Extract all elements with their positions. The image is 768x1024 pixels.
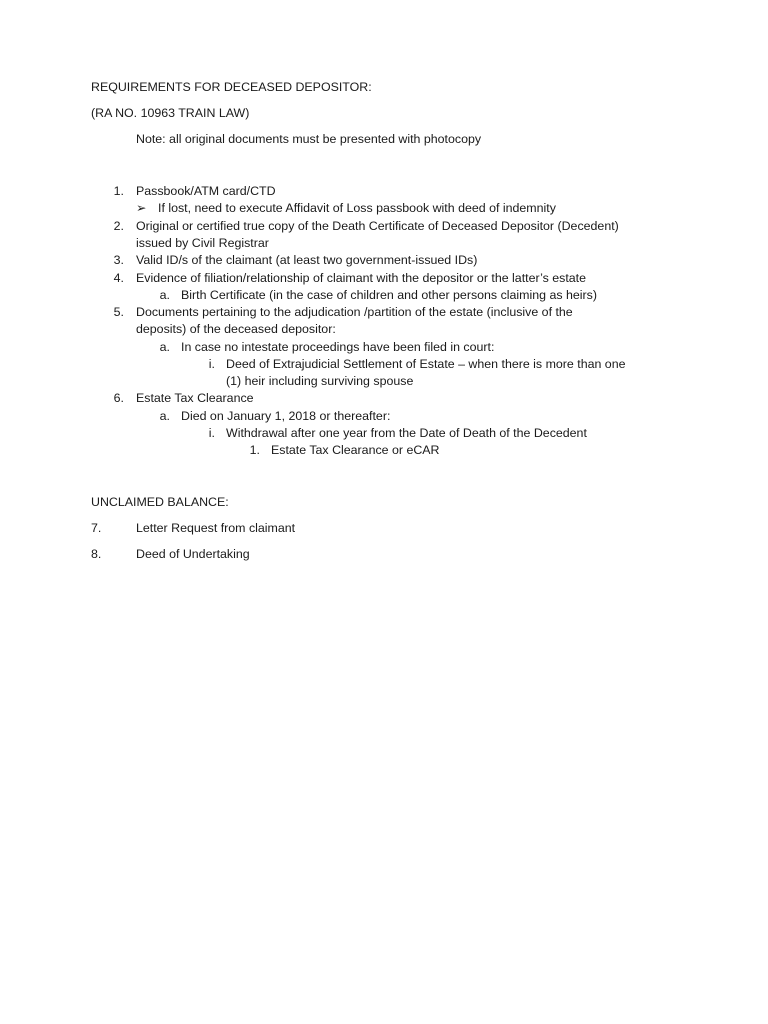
sub-sub-item-text: Deed of Extrajudicial Settlement of Estate – when there is more than one [226, 357, 626, 371]
law-reference: (RA NO. 10963 TRAIN LAW) [91, 106, 250, 120]
item-number: 3. [113, 253, 124, 267]
item-number: 4. [113, 271, 124, 285]
sub-item-letter: a. [159, 340, 170, 354]
sub-item-letter: a. [159, 288, 170, 302]
item-number: 1. [113, 184, 124, 198]
arrow-bullet-icon: ➢ [136, 201, 147, 215]
sub-sub-item-roman: i. [208, 426, 215, 440]
item-text: Estate Tax Clearance [136, 391, 254, 405]
item-text-cont: issued by Civil Registrar [136, 236, 269, 250]
item-text: Documents pertaining to the adjudication /partition of the estate (inclusive of the [136, 305, 573, 319]
item-text: Valid ID/s of the claimant (at least two government-issued IDs) [136, 253, 478, 267]
item-text: Letter Request from claimant [136, 521, 296, 535]
item-number: 2. [113, 219, 124, 233]
unclaimed-heading: UNCLAIMED BALANCE: [91, 495, 229, 509]
sub-sub-item-roman: i. [208, 357, 215, 371]
sub-sub-sub-item-text: Estate Tax Clearance or eCAR [271, 443, 440, 457]
item-text: Passbook/ATM card/CTD [136, 184, 276, 198]
sub-sub-item-text-cont: (1) heir including surviving spouse [226, 374, 414, 388]
sub-item-text: Died on January 1, 2018 or thereafter: [181, 409, 391, 423]
item-number: 6. [113, 391, 124, 405]
item-text: Deed of Undertaking [136, 547, 250, 561]
sub-item-text: Birth Certificate (in the case of children and other persons claiming as heirs) [181, 288, 597, 302]
doc-heading: REQUIREMENTS FOR DECEASED DEPOSITOR: [91, 80, 372, 94]
sub-item-letter: a. [159, 409, 170, 423]
item-number: 8. [91, 547, 102, 561]
item-text: Evidence of filiation/relationship of claimant with the depositor or the latter’s estate [136, 271, 586, 285]
item-number: 7. [91, 521, 102, 535]
item-text: Original or certified true copy of the Death Certificate of Deceased Depositor (Decedent) [136, 219, 619, 233]
sub-sub-sub-item-number: 1. [249, 443, 260, 457]
item-number: 5. [113, 305, 124, 319]
note-text: Note: all original documents must be presented with photocopy [136, 132, 482, 146]
item-text-cont: deposits) of the deceased depositor: [136, 322, 336, 336]
item-text: If lost, need to execute Affidavit of Loss passbook with deed of indemnity [158, 201, 556, 215]
sub-item-text: In case no intestate proceedings have been filed in court: [181, 340, 495, 354]
sub-sub-item-text: Withdrawal after one year from the Date of Death of the Decedent [226, 426, 587, 440]
